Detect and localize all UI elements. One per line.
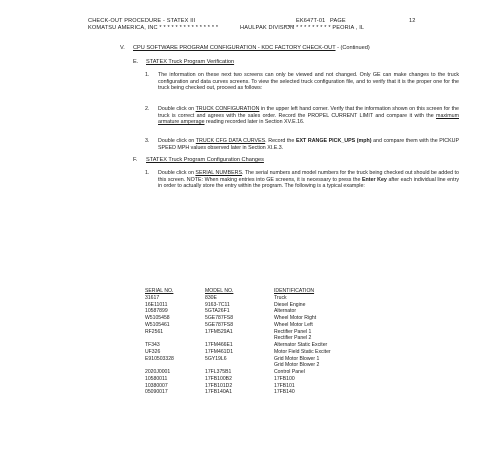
serial-cell: RF2561 xyxy=(145,328,164,335)
model-cell: 17FM466E1 xyxy=(205,342,233,348)
item-text: Double click on SERIAL NUMBERS. The serial numbers and model numbers for the truck being checked out should be added to this screen. NOTE: When making entries into GE screens, it is necessary to press the Enter Key after each individual line entry in order to actually store the entry within the program. The following is a typical example: xyxy=(158,170,459,190)
document-code: EK647T-01 xyxy=(296,18,326,24)
page-header-line-1 xyxy=(88,18,440,24)
identification-cell: Truck xyxy=(274,294,287,301)
serial-cell: 10587899 xyxy=(145,308,168,315)
model-cell: 17FB100B2 xyxy=(205,375,232,382)
serial-cell: 31617 xyxy=(145,294,160,301)
serial-cell: W5105461 xyxy=(145,321,170,328)
identification-cell: Grid Motor Blower 2 xyxy=(274,362,320,369)
location: * * * * * * * * * * * * PEORIA , IL xyxy=(284,25,365,31)
subsection-title: STATEX Truck Program Configuration Changes xyxy=(146,157,264,163)
item-text: Double click on TRUCK CONFIGURATION in the upper left hand corner. Verify that the information shown on this screen for the truck is correct and agrees with the sales order. Record the PROPEL CURRENT LIMIT and compare it with the maximum armature amperage reading recorded later in Section XV.E.16. xyxy=(158,106,459,126)
max-armature-amperage-text: maximum armature amperage xyxy=(158,112,459,126)
serial-cell: 10580011 xyxy=(145,375,168,382)
model-cell: 5GE787FS8 xyxy=(205,321,234,328)
serial-cell: 16E11011 xyxy=(145,301,168,308)
model-cell: 5GTA26F1 xyxy=(205,308,230,315)
section-number: V. xyxy=(120,45,125,51)
item-number: 1. xyxy=(145,72,150,78)
item-number: 1. xyxy=(145,170,150,176)
item-text: The information on these next two screens can only be viewed and not changed. Only GE can make changes to the truck configuration and data curves screens. To view the selected truck configuration file, and to verify that it is the proper one for the truck being checked out, proceed as follows: xyxy=(158,72,459,92)
item-number: 2. xyxy=(145,106,150,112)
item-number: 3. xyxy=(145,138,150,144)
identification-cell: Alternator Static Exciter xyxy=(274,342,328,348)
identification-cell: 17FB140 xyxy=(274,389,295,396)
model-cell: 17FM529A1 xyxy=(205,328,233,335)
identification-cell: 17FB100 xyxy=(274,375,295,382)
serial-cell: W5105458 xyxy=(145,315,170,321)
page-header-line-2 xyxy=(88,25,440,31)
identification-cell: Control Panel xyxy=(274,369,305,375)
identification-cell: Motor Field Static Exciter xyxy=(274,348,331,355)
page-label: PAGE xyxy=(330,18,346,24)
column-header-model: MODEL NO. xyxy=(205,288,234,294)
identification-cell: Wheel Motor Right xyxy=(274,315,317,321)
identification-cell: Rectifier Panel 1 xyxy=(274,328,312,335)
company-name: KOMATSU AMERICA, INC * * * * * * * * * * * * * * * xyxy=(88,25,219,31)
identification-cell: Diesel Engine xyxy=(274,301,306,308)
identification-cell: Wheel Motor Left xyxy=(274,321,313,328)
identification-cell: Alternator xyxy=(274,308,297,315)
subsection-letter: E. xyxy=(133,59,139,65)
division-name: HAULPAK DIVISION xyxy=(240,25,295,31)
page-number: 12 xyxy=(409,18,416,24)
serial-cell: E910503328 xyxy=(145,355,174,362)
model-cell: 17FL375B1 xyxy=(205,369,232,375)
column-header-identification: IDENTIFICATION xyxy=(274,288,315,294)
serial-cell: 10380007 xyxy=(145,382,168,389)
document-title: CHECK-OUT PROCEDURE - STATEX III xyxy=(88,18,196,24)
model-cell: 830E xyxy=(205,294,217,301)
serial-cell: 2020J0001 xyxy=(145,369,171,375)
identification-cell: Rectifier Panel 2 xyxy=(274,335,312,342)
identification-cell: 17FB101 xyxy=(274,382,295,389)
serial-cell: TF343 xyxy=(145,342,160,348)
serial-numbers-link: SERIAL NUMBERS xyxy=(195,170,243,176)
truck-configuration-link: TRUCK CONFIGURATION xyxy=(195,106,260,112)
model-cell: 17FB140A1 xyxy=(205,389,232,396)
ext-range-pickups-text: EXT RANGE PICK_UPS (mph) xyxy=(295,138,372,144)
section-title-suffix: - (Continued) xyxy=(335,45,370,51)
column-header-serial: SERIAL NO. xyxy=(145,288,174,294)
model-cell: 17FM461D1 xyxy=(205,348,234,355)
subsection-title: STATEX Truck Program Verification xyxy=(146,59,235,65)
subsection-letter: F. xyxy=(133,157,138,163)
model-cell: 5GE787FS8 xyxy=(205,315,234,321)
truck-cfg-data-curves-link: TRUCK CFG DATA CURVES xyxy=(195,138,266,144)
model-cell: 17FB101D2 xyxy=(205,382,233,389)
enter-key-text: Enter Key xyxy=(362,176,387,183)
model-cell: 5GY19L6 xyxy=(205,355,227,362)
identification-cell: Grid Motor Blower 1 xyxy=(274,355,320,362)
serial-cell: 05090017 xyxy=(145,389,168,396)
section-title: CPU SOFTWARE PROGRAM CONFIGURATION - KDC FACTORY CHECK-OUT xyxy=(133,45,336,51)
model-cell: 9163-7C11 xyxy=(205,301,230,308)
serial-cell: UF326 xyxy=(145,348,161,355)
item-text: Double click on TRUCK CFG DATA CURVES. Record the EXT RANGE PICK_UPS (mph) and compare them with the PICKUP SPEED MPH values observed later in Section XI.E.3. xyxy=(158,138,460,151)
